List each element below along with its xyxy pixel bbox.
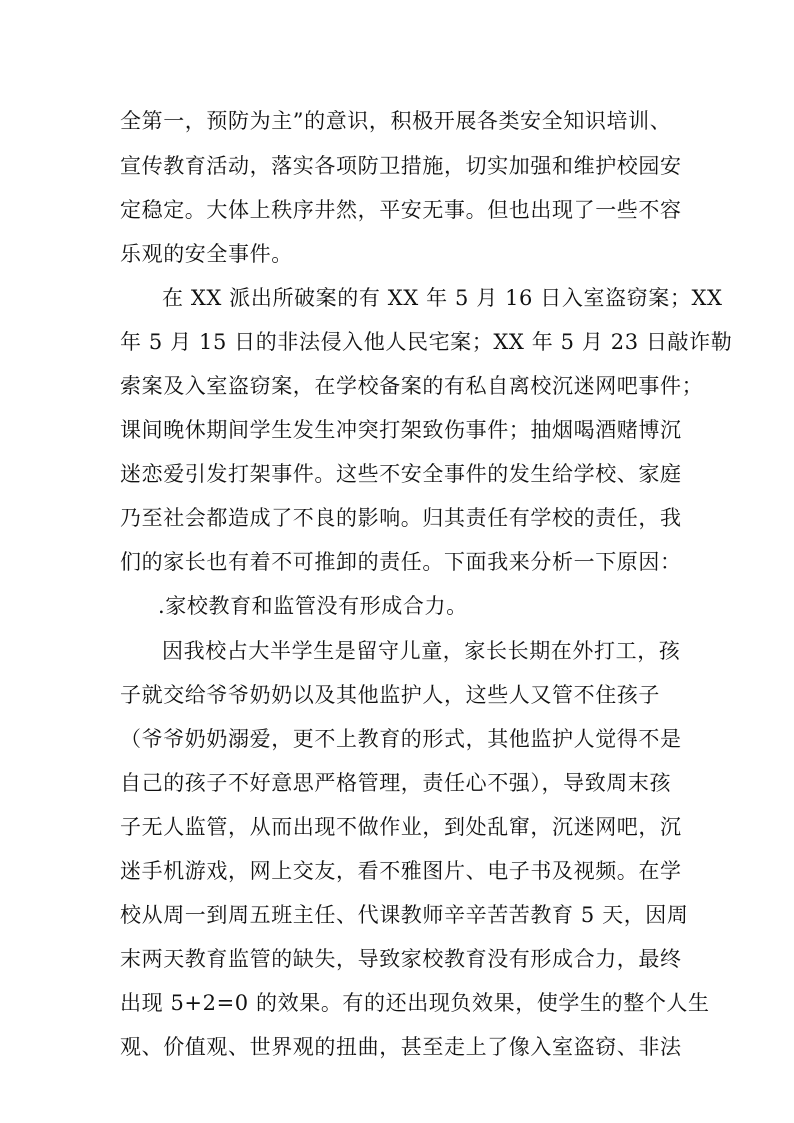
text-line: 自己的孩子不好意思严格管理，责任心不强），导致周末孩	[120, 771, 672, 795]
text-line: 宣传教育活动，落实各项防卫措施，切实加强和维护校园安	[120, 154, 682, 178]
text-line: 子就交给爷爷奶奶以及其他监护人，这些人又管不住孩子	[120, 683, 660, 707]
text-line: 定稳定。大体上秩序井然，平安无事。但也出现了一些不容	[120, 198, 682, 222]
text-line: 乐观的安全事件。	[120, 242, 293, 266]
text-line: 课间晚休期间学生发生冲突打架致伤事件；抽烟喝酒赌博沉	[120, 418, 682, 442]
text-line: 观、价值观、世界观的扭曲，甚至走上了像入室盗窃、非法	[120, 1035, 682, 1059]
text-line: 出现 5+2=0 的效果。有的还出现负效果，使学生的整个人生	[120, 991, 710, 1015]
paragraph-start-line: 因我校占大半学生是留守儿童，家长长期在外打工，孩	[162, 639, 681, 663]
text-line: 乃至社会都造成了不良的影响。归其责任有学校的责任，我	[120, 506, 682, 530]
text-line: 们的家长也有着不可推卸的责任。下面我来分析一下原因：	[120, 550, 682, 574]
text-line: 全第一，预防为主”的意识，积极开展各类安全知识培训、	[120, 109, 672, 133]
text-line: 年 5 月 15 日的非法侵入他人民宅案；XX 年 5 月 23 日敲诈勒	[120, 330, 733, 354]
text-line: 迷恋爱引发打架事件。这些不安全事件的发生给学校、家庭	[120, 462, 682, 486]
text-line: 索案及入室盗窃案，在学校备案的有私自离校沉迷网吧事件；	[120, 374, 704, 398]
paragraph-start-line: 在 XX 派出所破案的有 XX 年 5 月 16 日入室盗窃案；XX	[162, 286, 723, 310]
text-line: 末两天教育监管的缺失，导致家校教育没有形成合力，最终	[120, 947, 682, 971]
section-heading: .家校教育和监管没有形成合力。	[158, 594, 468, 618]
text-line: 迷手机游戏，网上交友，看不雅图片、电子书及视频。在学	[120, 859, 682, 883]
text-line: 校从周一到周五班主任、代课教师辛辛苦苦教育 5 天，因周	[120, 903, 689, 927]
text-line: 子无人监管，从而出现不做作业，到处乱窜，沉迷网吧，沉	[120, 815, 682, 839]
text-line: （爷爷奶奶溺爱，更不上教育的形式，其他监护人觉得不是	[120, 727, 682, 751]
